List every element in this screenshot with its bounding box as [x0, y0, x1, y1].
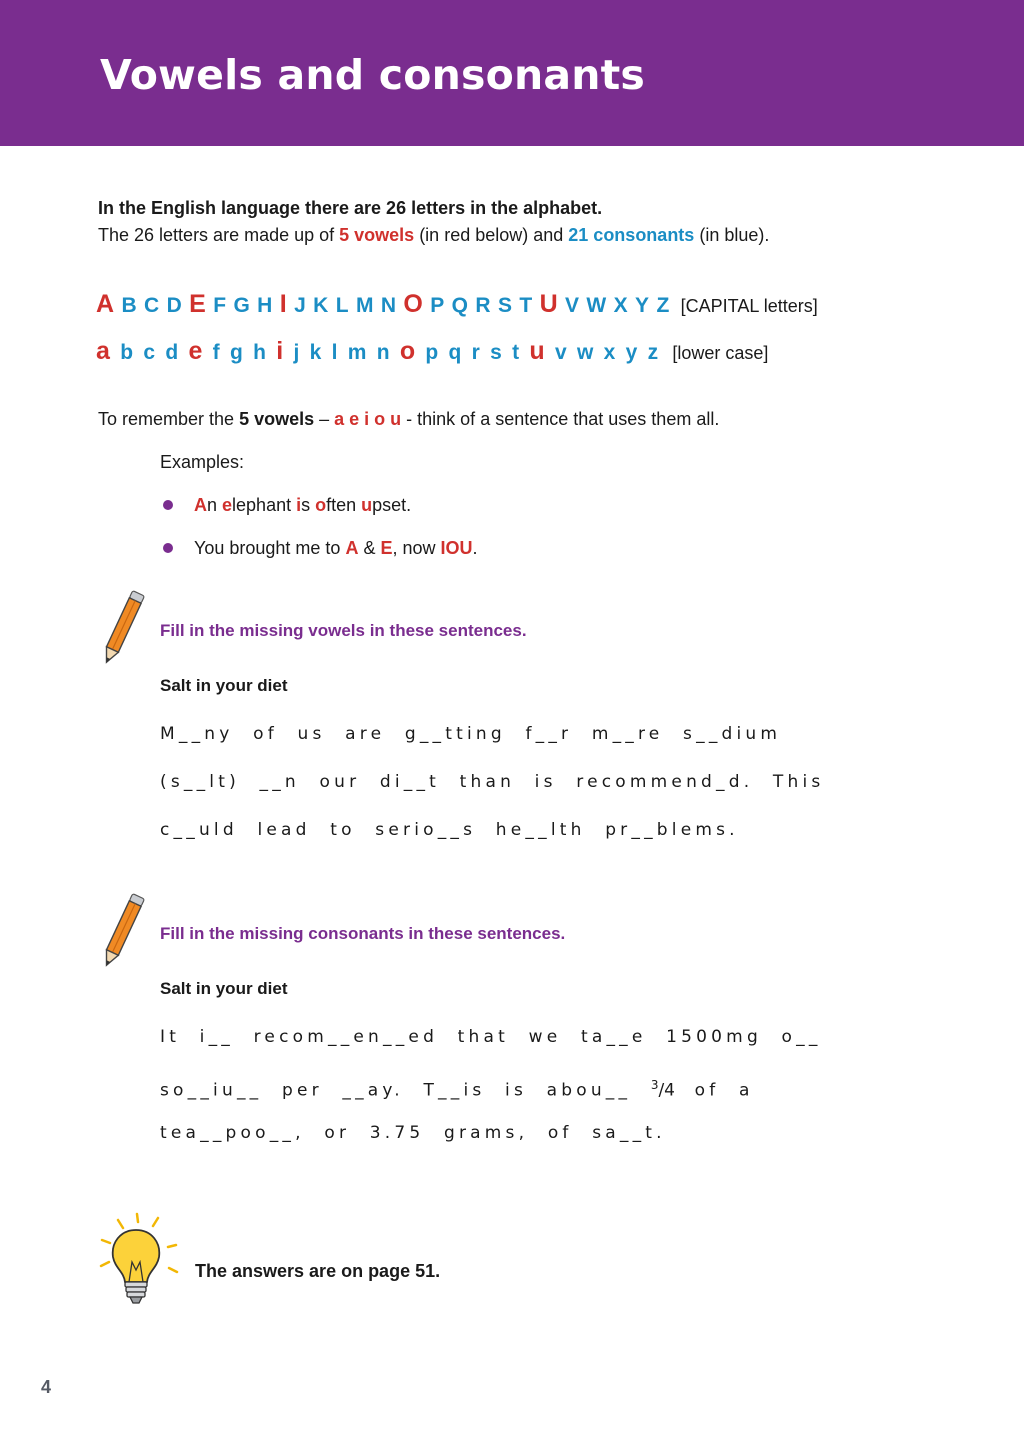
vowels-count: 5 vowels: [339, 225, 415, 245]
consonant-letter: T: [519, 294, 533, 317]
sentence-text: .: [472, 538, 478, 558]
intro-text-mid: (in red below) and: [414, 225, 569, 245]
sentence-text: pset.: [372, 495, 412, 515]
exercise1-instruction: Fill in the missing vowels in these sentences.: [160, 621, 527, 640]
consonant-letter: P: [430, 294, 445, 317]
vowel-letter: A: [96, 290, 115, 318]
vowel-letter: U: [539, 290, 558, 318]
page-number: 4: [41, 1377, 52, 1397]
consonants-count: 21 consonants: [568, 225, 695, 245]
pencil-icon: [98, 586, 148, 670]
consonant-letter: q: [448, 341, 462, 364]
vowel-highlight: E: [380, 538, 393, 558]
exercise2-instruction: Fill in the missing consonants in these sentences.: [160, 924, 566, 943]
exercise2-line-2-pre: so__iu__ per __ay. T__is is abou__: [160, 1080, 651, 1101]
consonant-letter: l: [331, 341, 338, 364]
consonant-letter: v: [554, 341, 567, 364]
sentence-text: n: [207, 495, 223, 515]
remember-post: - think of a sentence that uses them all.: [401, 409, 720, 429]
remember-bold: 5 vowels: [239, 409, 315, 429]
exercise2-line-1: It i__ recom__en__ed that we ta__e 1500mg o__: [160, 1027, 822, 1047]
examples-label: Examples:: [160, 452, 245, 472]
pencil-icon: [98, 889, 148, 973]
vowel-letter: E: [189, 290, 206, 318]
consonant-letter: t: [512, 341, 520, 364]
consonant-letter: g: [229, 341, 243, 364]
example-sentence-1: [194, 493, 411, 517]
vowel-letter: O: [403, 290, 423, 318]
lowercase-alphabet-row: [96, 337, 768, 367]
intro-line-2: [98, 223, 769, 247]
consonant-letter: x: [603, 341, 616, 364]
title-banner: [0, 0, 1024, 146]
fraction-denominator: /4: [658, 1080, 675, 1101]
consonant-letter: Y: [635, 294, 650, 317]
consonant-letter: K: [313, 294, 329, 317]
sentence-text: You brought me to: [194, 538, 346, 558]
sentence-text: ften: [326, 495, 362, 515]
consonant-letter: N: [380, 294, 396, 317]
alphabet-row-note: [lower case]: [672, 343, 769, 363]
vowel-letter: e: [188, 337, 203, 365]
vowel-highlight: o: [315, 495, 327, 515]
consonant-letter: n: [376, 341, 390, 364]
fraction-numerator: 3: [650, 1078, 659, 1092]
consonant-letter: r: [471, 341, 480, 364]
exercise2-line-2-post: of a: [675, 1080, 754, 1101]
consonant-letter: V: [565, 294, 580, 317]
sentence-text: , now: [392, 538, 441, 558]
remember-vowels: a e i o u: [334, 409, 402, 429]
consonant-letter: d: [165, 341, 179, 364]
consonant-letter: W: [586, 294, 607, 317]
exercise2-line-2: [160, 1074, 754, 1102]
consonant-letter: y: [625, 341, 638, 364]
exercise1-line-2: (s__lt) __n our di__t than is recommend_d. This: [160, 772, 825, 792]
consonant-letter: B: [121, 294, 137, 317]
page-title: Vowels and consonants: [100, 51, 646, 99]
vowel-highlight: A: [194, 495, 207, 515]
consonant-letter: R: [475, 294, 491, 317]
consonant-letter: F: [213, 294, 227, 317]
vowel-highlight: i: [296, 495, 302, 515]
exercise1-heading: Salt in your diet: [160, 676, 288, 695]
vowel-highlight: IOU: [440, 538, 473, 558]
vowel-letter: o: [399, 337, 416, 365]
sentence-text: lephant: [232, 495, 297, 515]
vowel-highlight: e: [222, 495, 233, 515]
vowel-highlight: A: [345, 538, 359, 558]
example-sentence-2: [194, 536, 478, 560]
consonant-letter: z: [647, 341, 659, 364]
consonant-letter: h: [253, 341, 266, 364]
consonant-letter: b: [120, 341, 134, 364]
consonant-letter: X: [613, 294, 628, 317]
consonant-letter: j: [293, 341, 300, 364]
intro-line-1: In the English language there are 26 letters in the alphabet.: [98, 198, 603, 218]
consonant-letter: f: [212, 341, 220, 364]
intro-text-post: (in blue).: [694, 225, 770, 245]
exercise2-heading: Salt in your diet: [160, 979, 288, 998]
alphabet-row-note: [CAPITAL letters]: [680, 296, 818, 316]
consonant-letter: c: [143, 341, 156, 364]
answers-note: The answers are on page 51.: [195, 1261, 441, 1281]
consonant-letter: H: [257, 294, 273, 317]
consonant-letter: w: [576, 341, 594, 364]
sentence-text: &: [358, 538, 381, 558]
consonant-letter: L: [335, 294, 349, 317]
consonant-letter: G: [233, 294, 250, 317]
vowel-letter: i: [276, 337, 284, 365]
consonant-letter: m: [347, 341, 367, 364]
vowel-highlight: u: [361, 495, 373, 515]
consonant-letter: S: [497, 294, 512, 317]
remember-dash: –: [314, 409, 335, 429]
exercise1-line-1: M__ny of us are g__tting f__r m__re s__dium: [160, 724, 782, 744]
remember-pre: To remember the: [98, 409, 240, 429]
vowel-letter: u: [529, 337, 545, 365]
intro-text-pre: The 26 letters are made up of: [98, 225, 340, 245]
lightbulb-icon: [96, 1212, 186, 1308]
consonant-letter: M: [355, 294, 374, 317]
consonant-letter: p: [425, 341, 439, 364]
consonant-letter: Q: [451, 294, 468, 317]
consonant-letter: s: [490, 341, 502, 364]
exercise1-line-3: c__uld lead to serio__s he__lth pr__blems.: [160, 820, 739, 840]
remember-vowels-line: [98, 407, 719, 431]
consonant-letter: J: [294, 294, 306, 317]
consonant-letter: Z: [656, 294, 670, 317]
vowel-letter: a: [96, 337, 110, 365]
consonant-letter: k: [309, 341, 322, 364]
consonant-letter: D: [166, 294, 182, 317]
bullet-dot: [163, 500, 173, 510]
bullet-dot: [163, 543, 173, 553]
vowel-letter: I: [279, 290, 287, 318]
consonant-letter: C: [144, 294, 160, 317]
sentence-text: s: [301, 495, 316, 515]
capital-alphabet-row: [96, 290, 818, 320]
exercise2-line-3: tea__poo__, or 3.75 grams, of sa__t.: [160, 1123, 666, 1143]
